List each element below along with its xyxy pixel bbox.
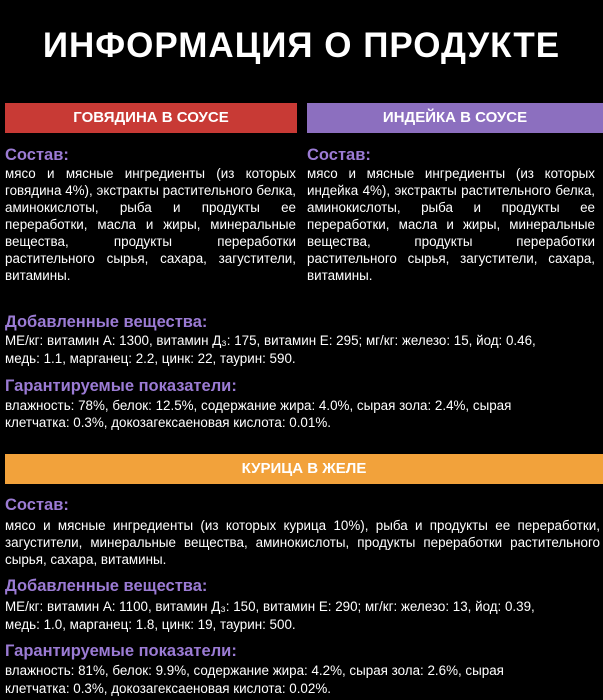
shared-guaranteed-line-2: клетчатка: 0.3%, докозагексаеновая кислота: 0.01%. (5, 415, 331, 430)
page-title: ИНФОРМАЦИЯ О ПРОДУКТЕ (42, 26, 561, 65)
chicken-composition-text: мясо и мясные ингредиенты (из которых курица 10%), рыба и продукты ее переработки, загустители, минеральные вещества, аминокислоты, продукты переработки растительного сырья, сахара, витамины. (5, 518, 600, 567)
turkey-label-band: ИНДЕЙКА В СОУСЕ (307, 103, 603, 133)
chicken-additives-heading: Добавленные вещества: (5, 577, 208, 595)
chicken-guaranteed-line-2: клетчатка: 0.3%, докозагексаеновая кислота: 0.02%. (5, 681, 331, 696)
chicken-label-band: КУРИЦА В ЖЕЛЕ (5, 454, 603, 484)
shared-additives-heading: Добавленные вещества: (5, 313, 208, 331)
beef-composition-heading: Состав: (5, 146, 69, 164)
shared-guaranteed-heading: Гарантируемые показатели: (5, 377, 237, 395)
chicken-guaranteed-heading: Гарантируемые показатели: (5, 642, 237, 660)
turkey-composition-heading: Состав: (307, 146, 371, 164)
chicken-additives-line-2: медь: 1.0, марганец: 1.8, цинк: 19, таурин: 500. (5, 617, 296, 632)
shared-guaranteed-line-1: влажность: 78%, белок: 12.5%, содержание жира: 4.0%, сырая зола: 2.4%, сырая (5, 398, 512, 413)
turkey-composition-text: мясо и мясные ингредиенты (из которых индейка 4%), экстракты растительного белка, аминокислоты, рыба и продукты ее переработки, масла и жиры, минеральные вещества, продукты переработки растительного сырья, загустители, сахара, витамины. (307, 166, 595, 283)
shared-additives-line-2: медь: 1.1, марганец: 2.2, цинк: 22, таурин: 590. (5, 351, 296, 366)
chicken-composition-heading: Состав: (5, 496, 69, 514)
shared-additives-line-1: МЕ/кг: витамин А: 1300, витамин Д₃: 175, витамин Е: 295; мг/кг: железо: 15, йод: 0.46, (5, 333, 536, 348)
beef-label-band: ГОВЯДИНА В СОУСЕ (5, 103, 297, 133)
chicken-additives-line-1: МЕ/кг: витамин А: 1100, витамин Д₃: 150, витамин Е: 290; мг/кг: железо: 13, йод: 0.39, (5, 599, 535, 614)
beef-composition-text: мясо и мясные ингредиенты (из которых говядина 4%), экстракты растительного белка, аминокислоты, рыба и продукты ее переработки, масла и жиры, минеральные вещества, продукты переработки растительного сырья, сахара, загустители, витамины. (5, 166, 296, 283)
chicken-guaranteed-line-1: влажность: 81%, белок: 9.9%, содержание жира: 4.2%, сырая зола: 2.6%, сырая (5, 663, 504, 678)
